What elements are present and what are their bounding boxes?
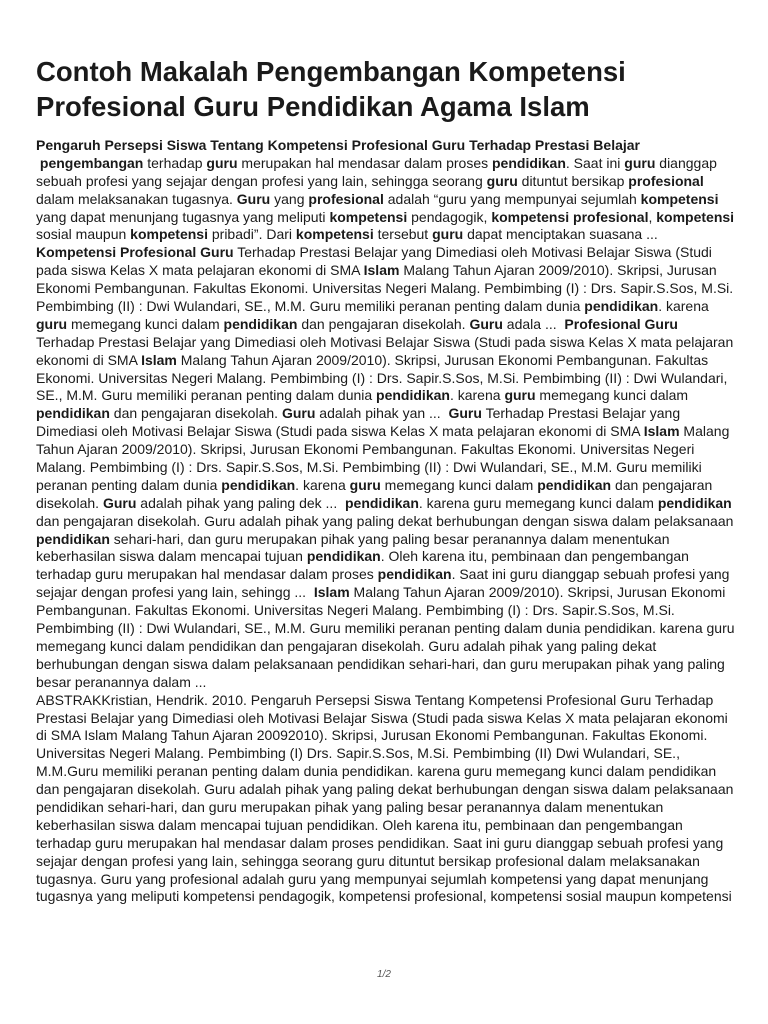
text-run: dan pengajaran disekolah. Guru adalah pihak yang paling dekat berhubungan dengan siswa dalam pelaksanaan [36,512,734,529]
body-text-line [36,262,736,280]
bold-text-run: Guru [236,190,271,207]
text-run: sejajar dengan profesi yang lain, sehingga seorang guru dituntut bersikap profesional dalam melaksanakan [36,852,700,869]
bold-text-run: Guru [469,315,503,332]
text-run: pendidikan sehari-hari, dan guru merupakan pihak yang paling besar peranannya dalam menentukan [36,798,664,815]
body-text-line [36,316,736,334]
bold-text-run: profesional [308,190,384,207]
bold-text-run: Profesional Guru [564,315,678,332]
text-run: Prestasi Belajar yang Dimediasi oleh Motivasi Belajar Siswa (Studi pada siswa Kelas X mata pelajaran ekonomi [36,709,728,726]
bold-text-run: Pengaruh Persepsi Siswa Tentang Kompetensi Profesional Guru Terhadap Prestasi Belajar [36,137,640,153]
text-run: pendagogik, [407,208,492,225]
bold-text-run: kompetensi profesional [491,208,649,225]
body-text-line [36,459,736,477]
body-text-line [36,298,736,316]
body-text-line [36,477,736,495]
text-run: tugasnya yang meliputi kompetensi pendagogik, kompetensi profesional, kompetensi sosial maupun kompetensi [36,888,732,905]
text-run: dan pengajaran disekolah. Guru adalah pihak yang paling dekat berhubungan dengan siswa dalam pelaksanaan [36,781,734,798]
bold-text-run: pendidikan [221,476,296,493]
bold-text-run: pendidikan [36,405,110,422]
bold-text-run: pendidikan [306,548,381,565]
text-run: merupakan hal mendasar dalam proses [237,154,492,171]
body-text-line [36,781,736,799]
text-run: sosial maupun [36,226,131,243]
text-run: Pembimbing (II) : Dwi Wulandari, SE., M.M. Guru memiliki peranan penting dalam dunia [36,298,585,315]
bold-text-run: Guru [448,405,482,422]
text-run: sehari-hari, dan guru merupakan pihak yang paling besar peranannya dalam menentukan [109,530,670,547]
text-run: Malang Tahun Ajaran 2009/2010). Skripsi, Jurusan Ekonomi Pembangunan. Fakultas [176,351,709,368]
text-run: adala ... [502,315,565,332]
text-run: adalah pihak yang paling dek ... [136,494,345,511]
text-run: dan pengajaran disekolah. [109,405,282,422]
body-text-line [36,584,736,602]
text-run: yang dapat menunjang tugasnya yang meliputi [36,208,330,225]
text-run: Malang Tahun Ajaran 2009/2010). Skripsi, Jurusan [399,262,717,279]
body-text-line [36,244,736,262]
text-run: memegang kunci dalam [535,387,689,404]
body-text-line [36,745,736,763]
body-text-line [36,352,736,370]
text-run: keberhasilan siswa dalam mencapai tujuan [36,548,307,565]
text-run: memegang kunci dalam [67,315,224,332]
text-run: Universitas Negeri Malang. Pembimbing (I) Drs. Sapir.S.Sos, M.Si. Pembimbing (II) Dwi Wulandari, SE., [36,745,680,762]
text-run: adalah pihak yan ... [315,405,449,422]
bold-text-run: kompetensi [295,226,374,243]
body-text-line [36,423,736,441]
bold-text-run: pengembangan [39,154,144,171]
page-title-line-2: Profesional Guru Pendidikan Agama Islam [36,91,590,122]
body-text-line [36,710,736,728]
page-title [36,54,736,124]
body-text-line [36,656,736,674]
text-run: . karena [449,387,505,404]
text-run: Malang. Pembimbing (I) : Drs. Sapir.S.Sos, M.Si. Pembimbing (II) : Dwi Wulandari, SE., M.M. Guru memiliki [36,459,702,476]
text-run: terhadap [143,154,207,171]
text-run: dan pengajaran disekolah. [297,315,470,332]
body-text-line [36,387,736,405]
page-title-line-1: Contoh Makalah Pengembangan Kompetensi [36,56,626,87]
text-run: Pembangunan. Fakultas Ekonomi. Universitas Negeri Malang. Pembimbing (I) : Drs. Sapir.S.Sos, M.Si. [36,602,675,619]
body-text-line [36,137,736,155]
body-text-line [36,334,736,352]
text-run: SE., M.M. Guru memiliki peranan penting dalam dunia [36,387,377,404]
bold-text-run: pendidikan [344,494,419,511]
body-text-line [36,853,736,871]
document-body [36,137,736,906]
text-run: Tahun Ajaran 2009/2010). Skripsi, Jurusan Ekonomi Pembangunan. Fakultas Ekonomi. Universitas Negeri [36,441,695,458]
bold-text-run: Islam [141,351,177,368]
body-text-line [36,441,736,459]
text-run: Terhadap Prestasi Belajar yang Dimediasi oleh Motivasi Belajar Siswa (Studi [233,244,712,261]
text-run: Ekonomi Pembangunan. Fakultas Ekonomi. Universitas Negeri Malang. Pembimbing (I) : Drs. Sapir.S.Sos, M.Si. [36,280,734,297]
body-text-line [36,280,736,298]
body-text-line [36,674,736,692]
bold-text-run: guru [624,154,656,171]
body-text-line [36,405,736,423]
page-number: 1/2 [377,969,391,980]
body-text-line [36,620,736,638]
bold-text-run: Kompetensi Profesional Guru [36,244,234,261]
text-run: dan pengajaran [611,476,713,493]
bold-text-run: kompetensi [656,208,735,225]
text-run: disekolah. [36,494,103,511]
text-run: besar peranannya dalam ... [36,673,207,690]
bold-text-run: Islam [313,584,350,601]
text-run: di SMA Islam Malang Tahun Ajaran 20092010). Skripsi, Jurusan Ekonomi Pembangunan. Fakultas Ekonomi. [36,727,708,744]
text-run: dalam melaksanakan tugasnya. [36,190,237,207]
bold-text-run: guru [36,315,68,332]
body-text-line [36,548,736,566]
text-run: Terhadap Prestasi Belajar yang [481,405,681,422]
bold-text-run: guru [486,172,518,189]
text-run: yang [270,190,309,207]
bold-text-run: kompetensi [329,208,408,225]
bold-text-run: Islam [363,262,400,279]
text-run: . karena [295,476,350,493]
text-run: Ekonomi. Universitas Negeri Malang. Pembimbing (I) : Drs. Sapir.S.Sos, M.Si. Pembimbing (II) : Dwi Wulandari, [36,369,728,386]
body-text-line [36,692,736,710]
body-text-line [36,226,736,244]
text-run: pribadi”. Dari [207,226,296,243]
body-text-line [36,531,736,549]
body-text-line [36,602,736,620]
bold-text-run: pendidikan [377,566,452,583]
text-run: . Saat ini [565,154,625,171]
text-run: memegang kunci dalam pendidikan dan pengajaran disekolah. Guru adalah pihak yang paling dekat [36,637,657,654]
bold-text-run: guru [432,226,464,243]
body-text-line [36,817,736,835]
text-run: . Oleh karena itu, pembinaan dan pengembangan [380,548,689,565]
text-run: keberhasilan siswa dalam mencapai tujuan pendidikan. Oleh karena itu, pembinaan dan pengembangan [36,816,683,833]
text-run: adalah “guru yang mempunyai sejumlah [383,190,641,207]
bold-text-run: pendidikan [584,298,659,315]
body-text-line [36,209,736,227]
body-text-line [36,835,736,853]
bold-text-run: kompetensi [130,226,208,243]
body-text-line [36,155,736,173]
bold-text-run: pendidikan [223,315,298,332]
body-text-line [36,173,736,191]
body-text-line [36,727,736,745]
text-run: . Saat ini guru dianggap sebuah profesi yang [451,566,730,583]
text-run: dianggap [655,154,717,171]
bold-text-run: kompetensi [640,190,719,207]
text-run: peranan penting dalam dunia [36,476,222,493]
bold-text-run: pendidikan [537,476,612,493]
body-text-line [36,191,736,209]
text-run: ekonomi di SMA [36,351,142,368]
body-text-line [36,871,736,889]
text-run: terhadap guru merupakan hal mendasar dalam proses [36,566,378,583]
text-run: sebuah profesi yang sejajar dengan profesi yang lain, sehingga seorang [36,172,487,189]
text-run: berhubungan dengan siswa dalam pelaksanaan pendidikan sehari-hari, dan guru merupakan pihak yang paling [36,655,725,672]
bold-text-run: guru [349,476,381,493]
text-run: tugasnya. Guru yang profesional adalah guru yang mempunyai sejumlah kompetensi yang dapat menunjang [36,870,709,887]
bold-text-run: Guru [281,405,316,422]
bold-text-run: pendidikan [492,154,566,171]
text-run: Malang Tahun Ajaran 2009/2010). Skripsi, Jurusan Ekonomi [349,584,726,601]
bold-text-run: Islam [643,423,680,440]
text-run: pada siswa Kelas X mata pelajaran ekonomi di SMA [36,262,364,279]
text-run: M.M.Guru memiliki peranan penting dalam dunia pendidikan. karena guru memegang kunci dalam pendidikan [36,763,717,780]
bold-text-run: pendidikan [376,387,450,404]
body-text-line [36,888,736,906]
body-text-line [36,370,736,388]
text-run: tersebut [373,226,433,243]
body-text-line [36,763,736,781]
text-run: memegang kunci dalam [380,476,538,493]
text-run: terhadap guru merupakan hal mendasar dalam proses pendidikan. Saat ini guru dianggap sebuah profesi yang [36,834,724,851]
body-text-line [36,513,736,531]
text-run: Terhadap Prestasi Belajar yang Dimediasi oleh Motivasi Belajar Siswa (Studi pada siswa Kelas X mata pelajaran [36,333,734,350]
text-run: . karena guru memegang kunci dalam [418,494,658,511]
bold-text-run: profesional [628,172,704,189]
text-run: sejajar dengan profesi yang lain, sehingg ... [36,584,314,601]
text-run: dapat menciptakan suasana ... [463,226,658,243]
body-text-line [36,799,736,817]
text-run: ABSTRAKKristian, Hendrik. 2010. Pengaruh Persepsi Siswa Tentang Kompetensi Profesional Guru Terhadap [36,691,714,708]
bold-text-run: guru [504,387,536,404]
text-run: Pembimbing (II) : Dwi Wulandari, SE., M.M. Guru memiliki peranan penting dalam dunia pendidikan. karena guru [36,620,735,637]
bold-text-run: pendidikan [36,530,110,547]
text-run: Malang [679,423,730,440]
text-run: Dimediasi oleh Motivasi Belajar Siswa (Studi pada siswa Kelas X mata pelajaran ekonomi di SMA [36,423,644,440]
text-run: . karena [658,298,709,315]
body-text-line [36,495,736,513]
body-text-line [36,566,736,584]
text-run: dituntut bersikap [517,172,629,189]
bold-text-run: pendidikan [657,494,732,511]
bold-text-run: guru [206,154,238,171]
body-text-line [36,638,736,656]
text-run: , [648,208,657,225]
bold-text-run: Guru [102,494,137,511]
